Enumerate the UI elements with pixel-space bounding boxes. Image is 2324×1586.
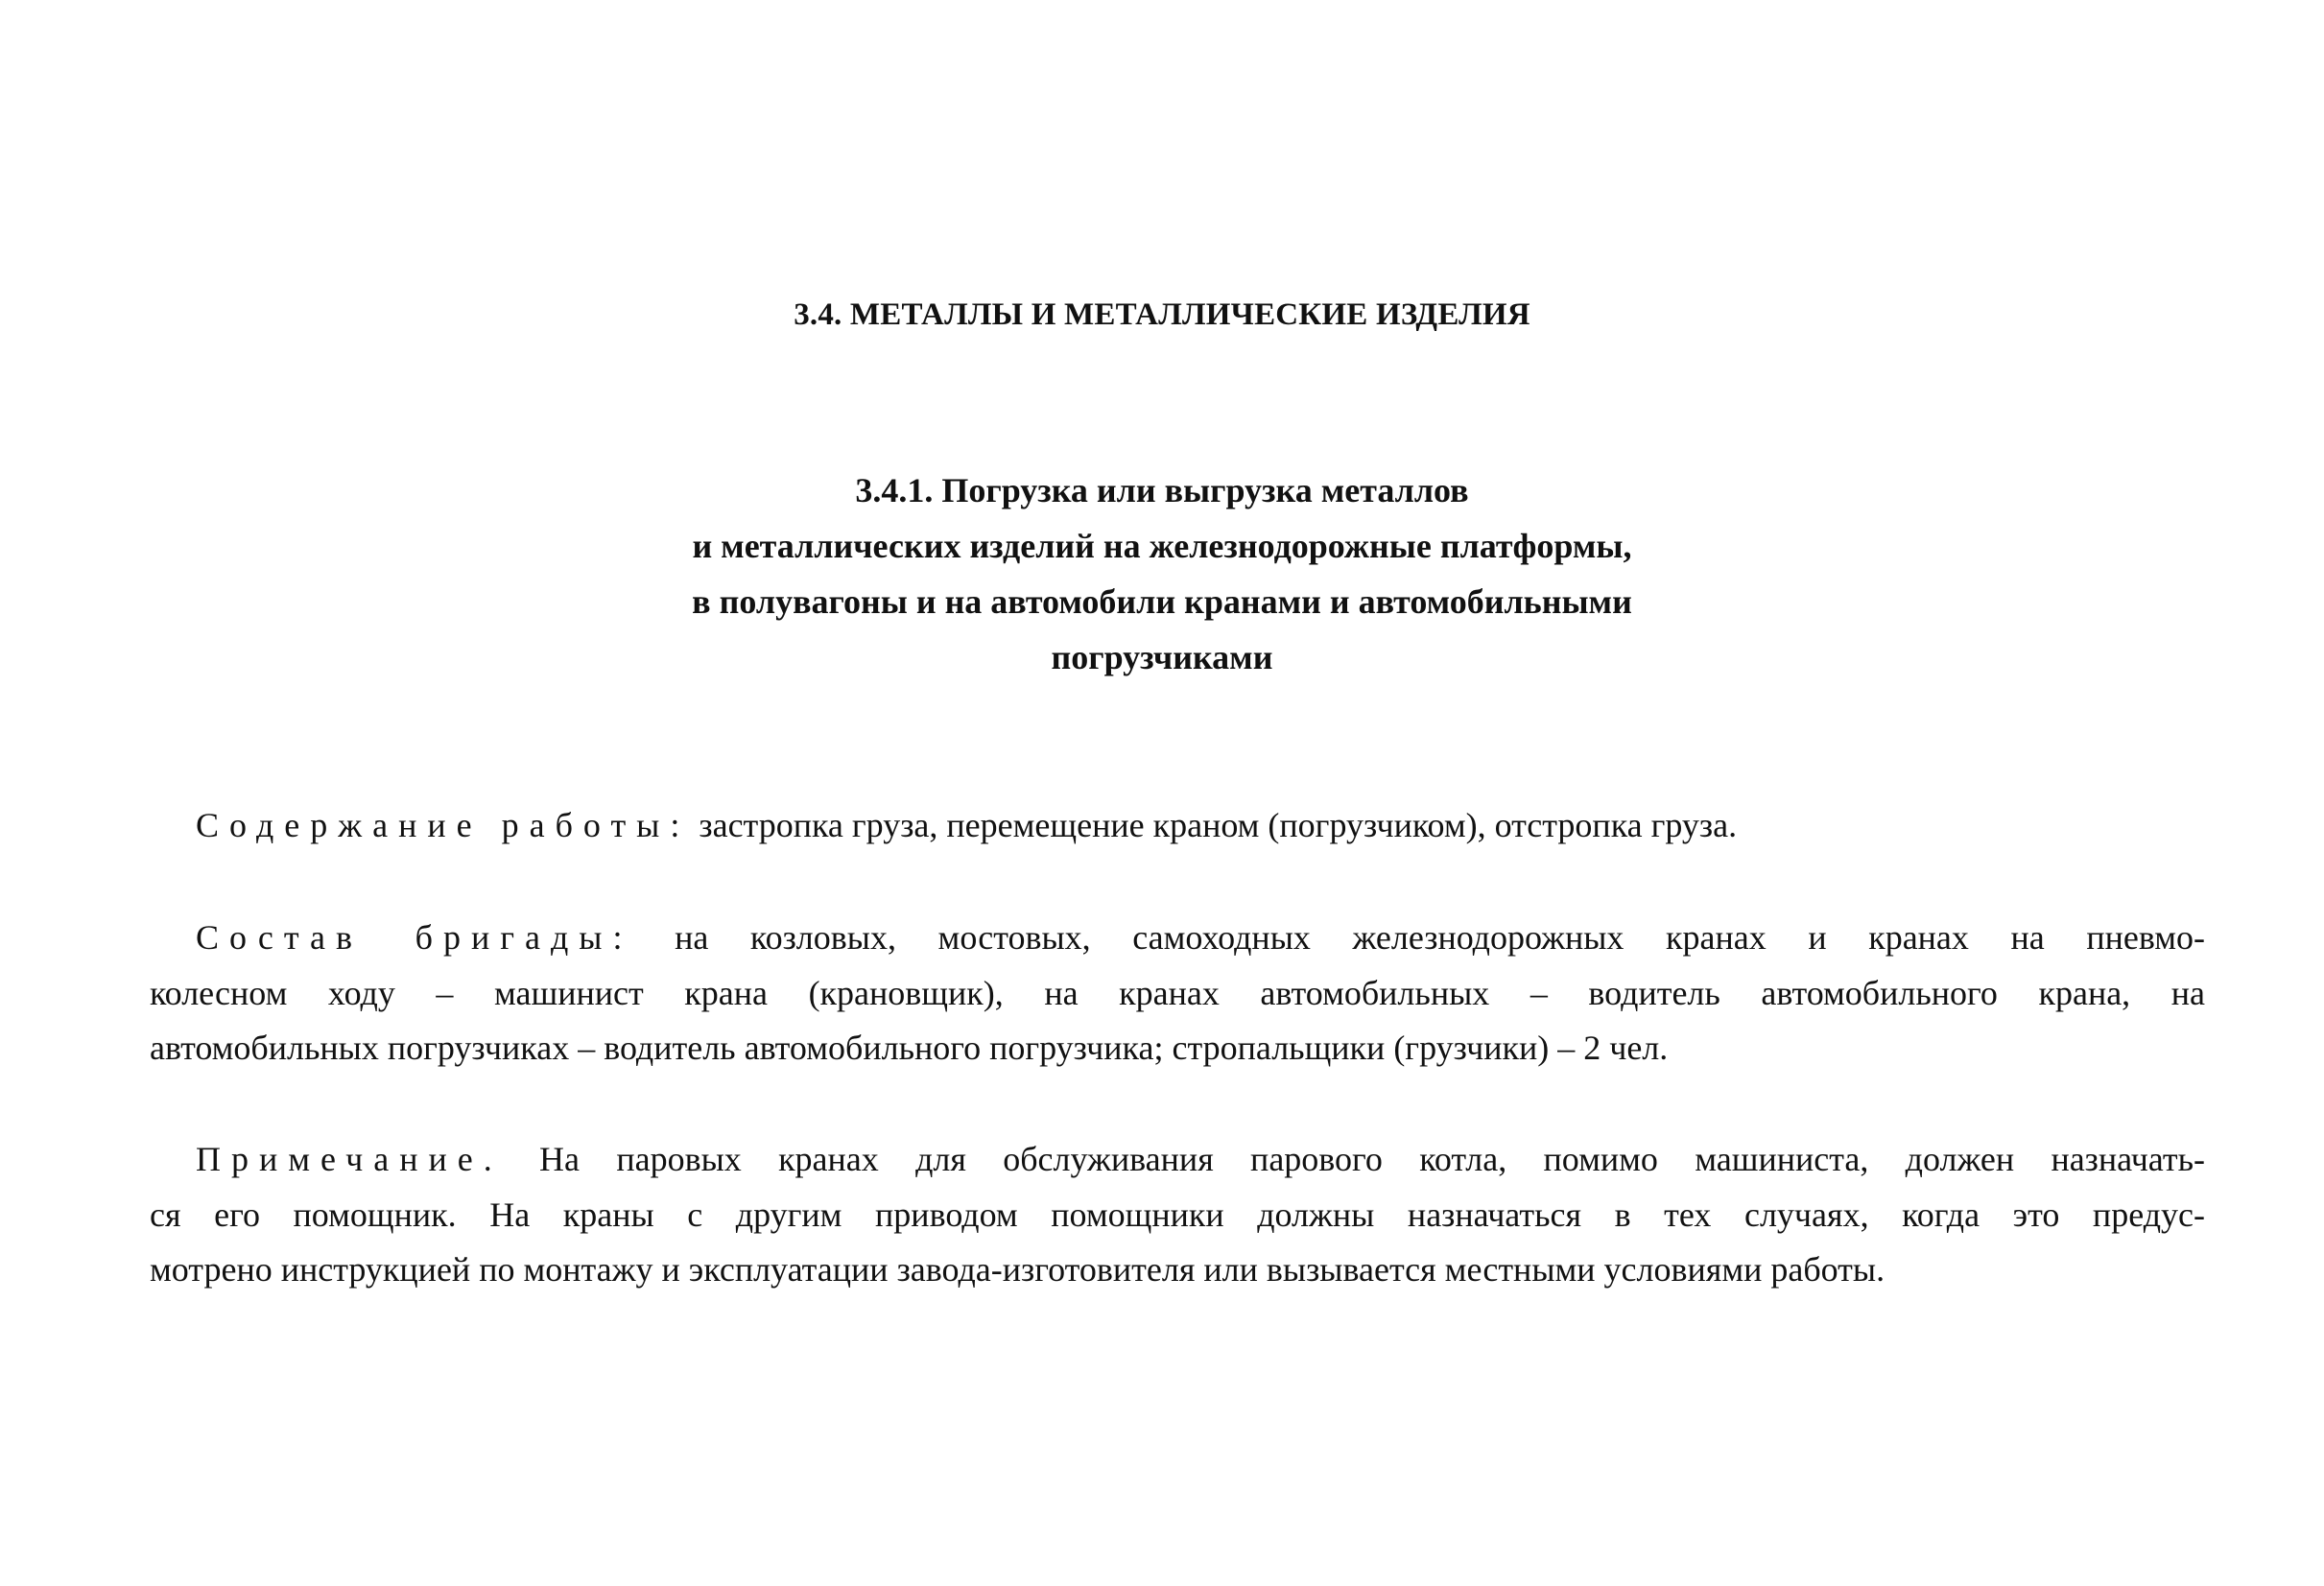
brigade-line: колесном ходу – машинист крана (крановщик), на кранах автомобильных – водитель автомобильного крана, на <box>150 973 2205 1012</box>
brigade-paragraph <box>150 911 2205 1077</box>
note-line: мотрено инструкцией по монтажу и эксплуатации завода-изготовителя или вызывается местными условиями работы. <box>150 1250 1885 1289</box>
note-label: Примечание. <box>196 1140 503 1178</box>
work-content-text: застропка груза, перемещение краном (погрузчиком), отстропка груза. <box>699 806 1738 844</box>
subsection-title-line: и металлических изделий на железнодорожные платформы, <box>692 527 1632 565</box>
note-paragraph <box>150 1132 2205 1298</box>
note-line: ся его помощник. На краны с другим приводом помощники должны назначаться в тех случаях, когда это предус- <box>150 1195 2205 1234</box>
brigade-line: автомобильных погрузчиках – водитель автомобильного погрузчика; стропальщики (грузчики) – 2 чел. <box>150 1029 1669 1067</box>
subsection-title-line: в полувагоны и на автомобили кранами и автомобильными <box>692 582 1632 621</box>
subsection-title-line: 3.4.1. Погрузка или выгрузка металлов <box>855 471 1469 509</box>
brigade-label: Состав бригады: <box>196 918 633 957</box>
brigade-line <box>150 911 2205 966</box>
note-text: На паровых кранах для обслуживания парового котла, помимо машиниста, должен назначать- <box>539 1140 2205 1178</box>
work-content-label: Содержание работы: <box>196 806 691 844</box>
work-content-line <box>150 798 2205 854</box>
subsection-title <box>0 462 2324 685</box>
subsection-title-line: погрузчиками <box>1051 638 1273 676</box>
brigade-text: на козловых, мостовых, самоходных железнодорожных кранах и кранах на пневмо- <box>675 918 2206 957</box>
work-content-paragraph <box>150 798 2205 854</box>
section-title: 3.4. МЕТАЛЛЫ И МЕТАЛЛИЧЕСКИЕ ИЗДЕЛИЯ <box>794 297 1530 332</box>
note-line <box>150 1132 2205 1188</box>
